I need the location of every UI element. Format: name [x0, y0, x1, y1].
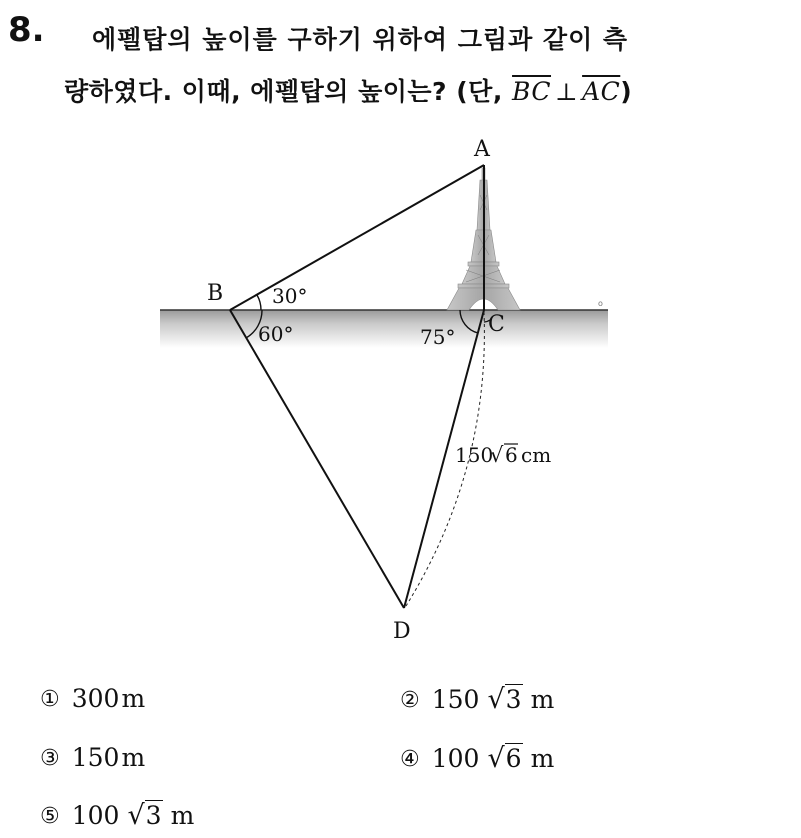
length-label-cd: [455, 443, 551, 467]
choice-mark: ④: [400, 747, 420, 772]
choice-radicand: 3: [145, 801, 162, 830]
angle-label-30: 30°: [272, 284, 308, 308]
triangle-lines: [230, 165, 484, 608]
length-label-coef: 150: [455, 443, 494, 467]
segment-bc: $\overline{BC}$: [512, 77, 552, 106]
ground-end-mark: o: [598, 299, 603, 308]
radical-sign: √: [487, 684, 505, 715]
length-label-unit: cm: [521, 443, 552, 467]
choice-2[interactable]: [400, 684, 554, 715]
angle-label-75: 75°: [420, 325, 456, 349]
radical-sign: √: [127, 800, 145, 831]
choice-coef: 100: [431, 744, 480, 773]
choice-unit: m: [530, 685, 555, 714]
choice-4[interactable]: [400, 743, 554, 774]
choice-unit: m: [170, 801, 195, 830]
point-label-b: B: [207, 281, 224, 306]
choice-mark: ⑤: [40, 804, 60, 829]
angle-arc-abc: [257, 295, 261, 310]
point-label-d: D: [393, 619, 411, 644]
square-root: [487, 743, 522, 774]
square-root: [487, 684, 522, 715]
question-text-line-1: 에펠탑의 높이를 구하기 위하여 그림과 같이 측: [92, 25, 629, 54]
question-text-line-2-suffix: ): [620, 77, 633, 106]
point-label-a: A: [474, 137, 490, 162]
perpendicular-symbol: ⊥: [555, 78, 579, 106]
angle-label-60: 60°: [258, 322, 294, 346]
question-text-line-2-prefix: 량하였다. 이때, 에펠탑의 높이는? (단,: [64, 77, 513, 106]
segment-bd-line: [230, 310, 404, 608]
choice-unit: m: [121, 684, 146, 713]
choice-1[interactable]: [40, 684, 145, 713]
choice-radicand: 3: [505, 685, 522, 714]
radical-sign: √: [487, 743, 505, 774]
choice-coef: 150: [431, 685, 480, 714]
segment-ac: $\overline{AC}$: [582, 77, 621, 106]
point-label-c: C: [488, 312, 505, 337]
choice-3[interactable]: [40, 743, 145, 772]
choice-mark: ①: [40, 687, 60, 712]
ground-shading: [160, 310, 608, 348]
question-number: 8.: [8, 10, 45, 50]
choice-unit: m: [530, 744, 555, 773]
choice-coef: 150: [71, 743, 120, 772]
choice-mark: ③: [40, 746, 60, 771]
choice-5[interactable]: [40, 800, 194, 831]
segment-ab-line: [230, 165, 484, 310]
choice-radicand: 6: [505, 744, 522, 773]
choice-coef: 100: [71, 801, 120, 830]
choice-coef: 300: [71, 684, 120, 713]
radical-sign: √: [490, 443, 504, 467]
square-root: [127, 800, 162, 831]
choice-unit: m: [121, 743, 146, 772]
choice-mark: ②: [400, 688, 420, 713]
length-label-radicand: 6: [505, 443, 518, 467]
